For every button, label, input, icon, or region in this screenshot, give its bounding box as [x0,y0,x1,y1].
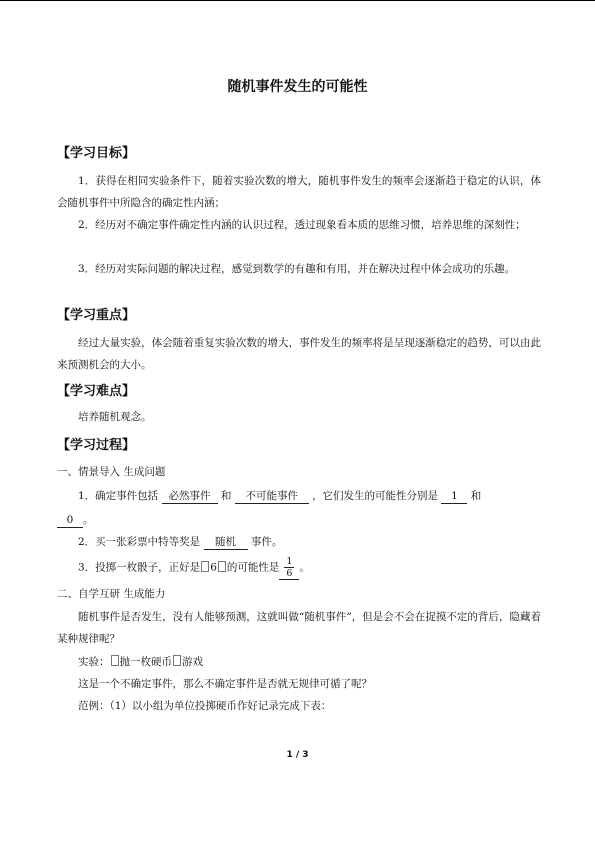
part2-intro: 随机事件是否发生，没有人能够预测，这就叫做“随机事件”，但是会不会在捉摸不定的背后，隐藏着某种规律呢？ [57,611,541,645]
page-number: 1 / 3 [286,750,309,760]
question-3: 3．投掷一枚骰子，正好是 6 的可能性是 $\frac{1}{6}$ 。 [78,556,310,579]
answer-blank-5: 随机 [204,536,248,550]
top-border [0,0,595,1]
goal-1: 1．获得在相同实验条件下，随着实验次数的增大，随机事件发生的频率会逐渐趋于稳定的认识，体会随机事件中所隐含的确定性内涵； [57,175,541,209]
die-face-value: 6 [210,561,217,574]
fraction-numerator: 1 [286,556,293,567]
section-heading-difficulty: 【学习难点】 [57,384,136,399]
answer-blank-1: 必然事件 [162,490,218,504]
part2-question: 这是一个不确定事件，那么不确定事件是否就无规律可循了呢？ [78,678,372,690]
key-point-text: 经过大量实验，体会随着重复实验次数的增大，事件发生的频率将是呈现逐渐稳定的趋势，可以由此来预测机会的大小。 [57,337,541,371]
fraction-denominator: 6 [286,568,293,579]
question-2: 2．买一张彩票中特等奖是 随机 事件。 [78,536,283,548]
page-title: 随机事件发生的可能性 [227,79,368,95]
question-1-continued: 0 。 [57,512,94,528]
example-line: 范例：（1）以小组为单位投掷硬币作好记录完成下表： [78,700,332,712]
goal-3: 3．经历对实际问题的解决过程，感觉到数学的有趣和有用，并在解决过程中体会成功的乐趣。 [78,263,516,275]
section-heading-goals: 【学习目标】 [57,146,136,161]
answer-blank-4: 0 [57,514,83,528]
section-heading-process: 【学习过程】 [57,438,136,453]
answer-blank-6 [279,556,299,580]
question-1: 1．确定事件包括 必然事件 和 不可能事件 ，它们发生的可能性分别是 1 和 [78,490,482,502]
placeholder-box-icon [173,655,181,666]
difficulty-text: 培养随机观念。 [78,411,152,423]
experiment-line: 实验： 抛一枚硬币 游戏 [78,656,203,668]
placeholder-box-icon [201,561,209,572]
placeholder-box-icon [111,655,119,666]
placeholder-box-icon [218,561,226,572]
part2-heading: 二、自学互研 生成能力 [57,588,166,600]
answer-blank-2: 不可能事件 [235,490,309,504]
answer-blank-3: 1 [441,490,467,504]
part1-heading: 一、情景导入 生成问题 [57,466,166,478]
section-heading-key: 【学习重点】 [57,308,136,323]
goal-2: 2．经历对不确定事件确定性内涵的认识过程，透过现象看本质的思维习惯，培养思维的深刻性； [78,219,526,231]
fraction [284,556,294,579]
